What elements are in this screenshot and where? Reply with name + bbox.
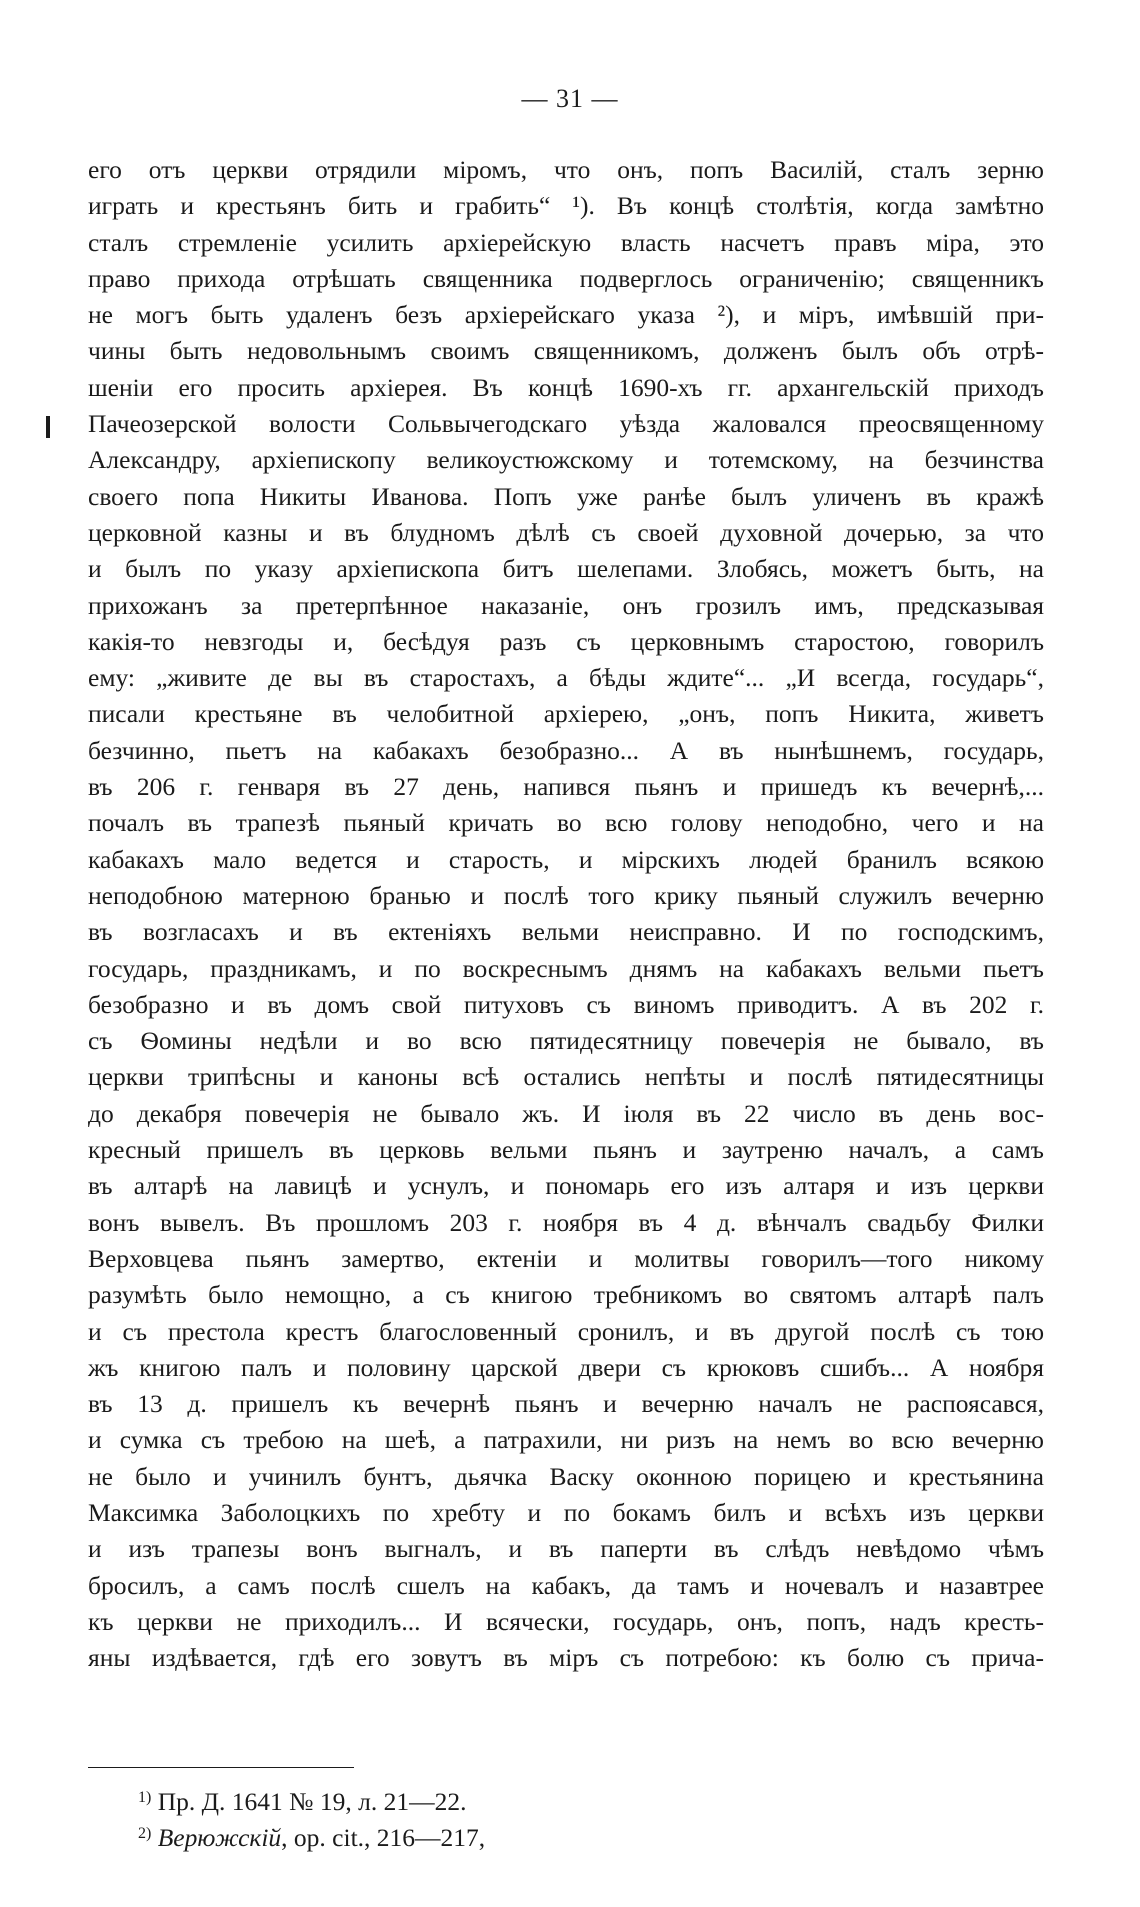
- text-line: безобразно и въ домъ свой питуховъ съ виномъ приводитъ. А въ 202 г.: [88, 989, 1044, 1019]
- text-line: сталъ стремленіе усилить архіерейскую власть насчетъ правъ міра, это: [88, 227, 1044, 257]
- text-line: Александру, архіепископу великоустюжскому и тотемскому, на безчинства: [88, 445, 1044, 475]
- margin-mark: [46, 416, 50, 438]
- footnote-text: Пр. Д. 1641 № 19, л. 21—22.: [157, 1787, 467, 1816]
- text-line: къ церкви не приходилъ... И всячески, государь, онъ, попъ, надъ кресть-: [88, 1606, 1044, 1636]
- text-line: въ алтарѣ на лавицѣ и уснулъ, и пономарь его изъ алтаря и изъ церкви: [88, 1171, 1044, 1201]
- text-line: право прихода отрѣшать священника подверглось ограниченію; священникъ: [88, 263, 1044, 293]
- text-line: его отъ церкви отрядили міромъ, что онъ, попъ Василій, сталъ зерню: [88, 155, 1044, 184]
- text-line: бросилъ, а самъ послѣ сшелъ на кабакъ, да тамъ и ночевалъ и назавтрее: [88, 1570, 1044, 1600]
- text-line: кабакахъ мало ведется и старость, и мірскихъ людей бранилъ всякою: [88, 844, 1044, 874]
- text-line: и сумка съ требою на шеѣ, а патрахили, ни ризъ на немъ во всю вечерню: [88, 1425, 1044, 1455]
- text-line: яны издѣвается, гдѣ его зовутъ въ міръ съ потребою: къ болю съ прича-: [88, 1643, 1044, 1673]
- text-line: кресный пришелъ въ церковь вельми пьянъ и заутреню началъ, а самъ: [88, 1135, 1044, 1165]
- footnote-text: , op. cit., 216—217,: [281, 1823, 486, 1852]
- footnotes: [138, 1780, 1038, 1852]
- text-line: Верховцева пьянъ замертво, ектеніи и молитвы говорилъ—того никому: [88, 1243, 1044, 1273]
- text-line: въ 13 д. пришелъ къ вечернѣ пьянъ и вечерню началъ не распоясався,: [88, 1389, 1044, 1419]
- body-text: [88, 152, 1044, 1676]
- footnote-mark: 2): [138, 1825, 152, 1842]
- text-line: не было и учинилъ бунтъ, дьячка Васку оконною порицею и крестьянина: [88, 1461, 1044, 1491]
- text-line: чины быть недовольнымъ своимъ священникомъ, долженъ былъ объ отрѣ-: [88, 336, 1044, 366]
- text-line: шеніи его просить архіерея. Въ концѣ 1690-хъ гг. архангельскій приходъ: [88, 372, 1044, 402]
- text-line: играть и крестьянъ бить и грабить“ ¹). Въ концѣ столѣтія, когда замѣтно: [88, 191, 1044, 221]
- text-line: прихожанъ за претерпѣнное наказаніе, онъ грозилъ имъ, предсказывая: [88, 590, 1044, 620]
- text-line: Пачеозерской волости Сольвычегодскаго уѣзда жаловался преосвященному: [88, 409, 1044, 439]
- text-line: безчинно, пьетъ на кабакахъ безобразно... А въ нынѣшнемъ, государь,: [88, 735, 1044, 765]
- text-line: до декабря повечерія не бывало жъ. И іюля въ 22 число въ день вос-: [88, 1098, 1044, 1128]
- text-line: съ Ѳомины недѣли и во всю пятидесятницу повечерія не бывало, въ: [88, 1026, 1044, 1056]
- text-line: церкви трипѣсны и каноны всѣ остались непѣты и послѣ пятидесятницы: [88, 1062, 1044, 1092]
- text-line: разумѣть было немощно, а съ книгою требникомъ во святомъ алтарѣ палъ: [88, 1280, 1044, 1310]
- text-line: ему: „живите де вы въ старостахъ, а бѣды ждите“... „И всегда, государь“,: [88, 663, 1044, 693]
- footnote-rule: [88, 1767, 354, 1768]
- text-line: государь, праздникамъ, и по воскреснымъ днямъ на кабакахъ вельми пьетъ: [88, 953, 1044, 983]
- text-line: въ возгласахъ и въ ектеніяхъ вельми неисправно. И по господскимъ,: [88, 917, 1044, 947]
- text-line: почалъ въ трапезѣ пьяный кричать во всю голову неподобно, чего и на: [88, 808, 1044, 838]
- footnote-2: [138, 1816, 1038, 1852]
- text-line: и былъ по указу архіепископа битъ шелепами. Злобясь, можетъ быть, на: [88, 554, 1044, 584]
- text-line: какія-то невзгоды и, бесѣдуя разъ съ церковнымъ старостою, говорилъ: [88, 626, 1044, 656]
- text-line: вонъ вывелъ. Въ прошломъ 203 г. ноября въ 4 д. вѣнчалъ свадьбу Филки: [88, 1207, 1044, 1237]
- footnote-author: Верюжскій: [157, 1823, 282, 1852]
- text-line: своего попа Никиты Иванова. Попъ уже ранѣе былъ уличенъ въ кражѣ: [88, 481, 1044, 511]
- text-line: не могъ быть удаленъ безъ архіерейскаго указа ²), и міръ, имѣвшій при-: [88, 300, 1044, 330]
- page-number: — 31 —: [521, 84, 619, 113]
- text-line: церковной казны и въ блудномъ дѣлѣ съ своей духовной дочерью, за что: [88, 517, 1044, 547]
- text-line: и изъ трапезы вонъ выгналъ, и въ паперти въ слѣдъ невѣдомо чѣмъ: [88, 1534, 1044, 1564]
- text-line: жъ книгою палъ и половину царской двери съ крюковъ сшибъ... А ноября: [88, 1352, 1044, 1382]
- text-line: неподобною матерною бранью и послѣ того крику пьяный служилъ вечерню: [88, 880, 1044, 910]
- footnote-1: [138, 1780, 1038, 1816]
- footnote-mark: 1): [138, 1789, 152, 1806]
- text-line: въ 206 г. генваря въ 27 день, напився пьянъ и пришедъ къ вечернѣ,...: [88, 772, 1044, 802]
- text-line: писали крестьяне въ челобитной архіерею, „онъ, попъ Никита, живетъ: [88, 699, 1044, 729]
- text-line: и съ престола крестъ благословенный сронилъ, и въ другой послѣ съ тою: [88, 1316, 1044, 1346]
- text-line: Максимка Заболоцкихъ по хребту и по бокамъ билъ и всѣхъ изъ церкви: [88, 1497, 1044, 1527]
